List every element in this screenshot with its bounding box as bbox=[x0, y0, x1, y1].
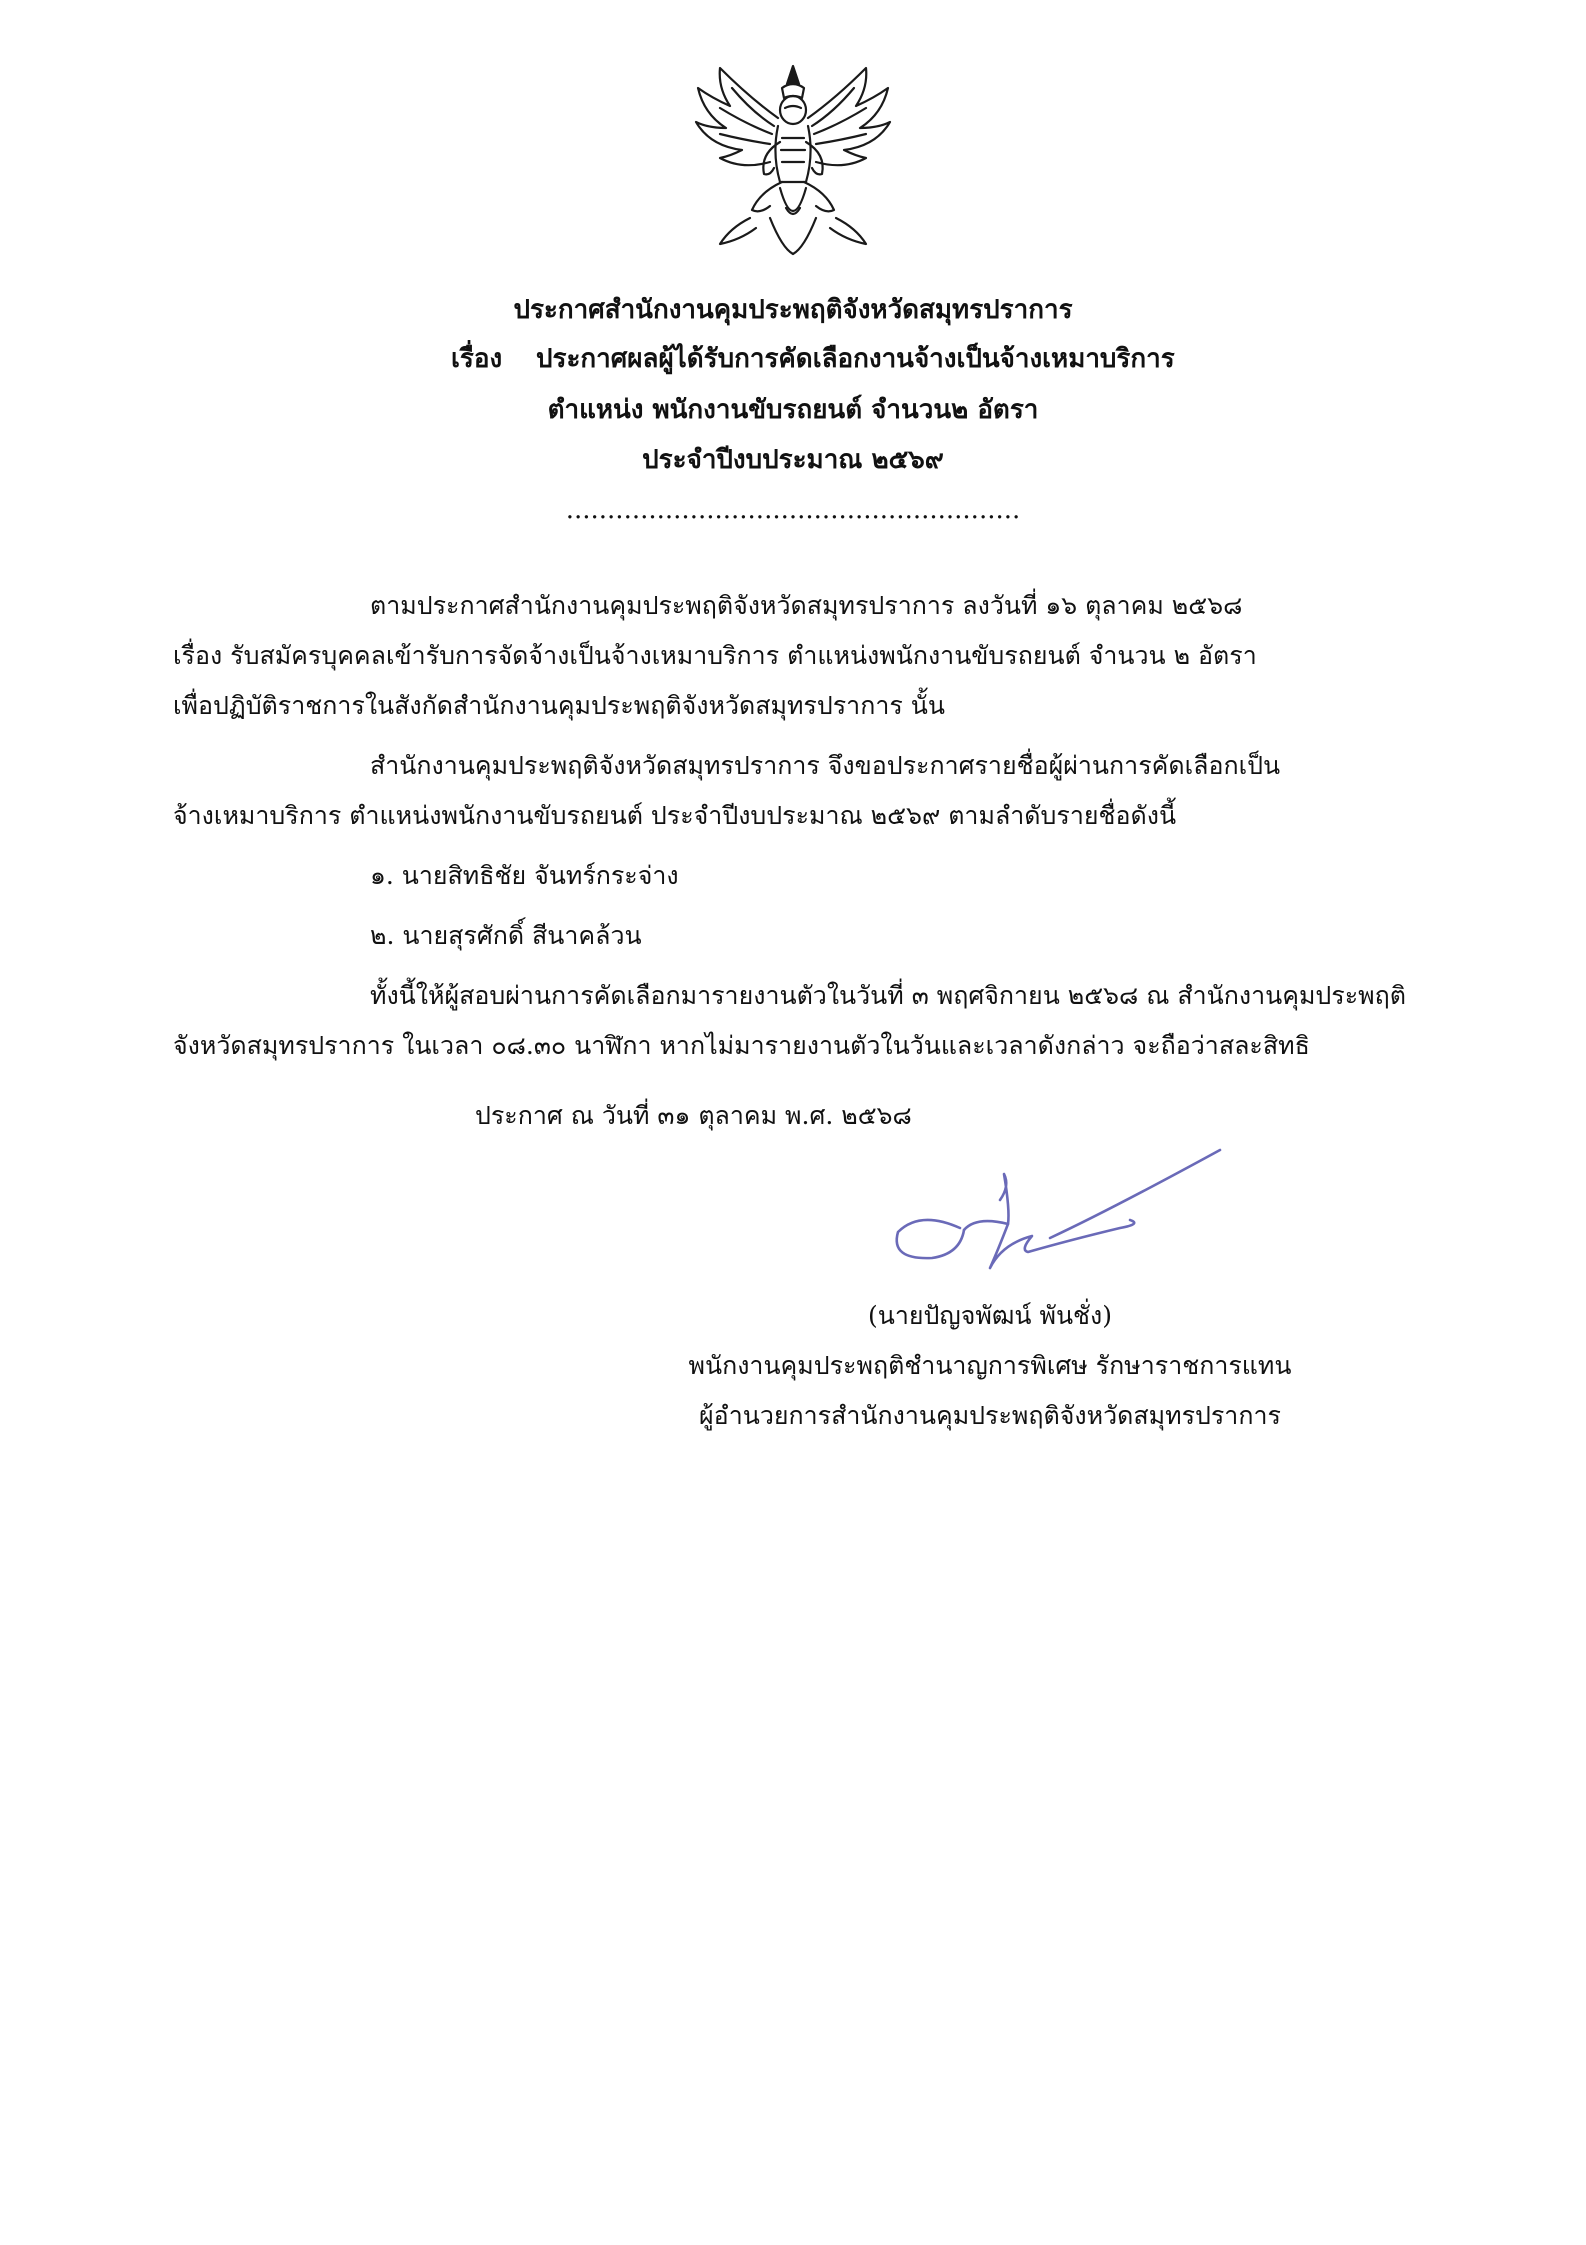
para1-line2: เรื่อง รับสมัครบุคคลเข้ารับการจัดจ้างเป็นจ้างเหมาบริการ ตำแหน่งพนักงานขับรถยนต์ จำนวน ๒ อัตรา bbox=[173, 641, 1257, 670]
para1-line1: ตามประกาศสำนักงานคุมประพฤติจังหวัดสมุทรปราการ ลงวันที่ ๑๖ ตุลาคม ๒๕๖๘ bbox=[370, 591, 1243, 620]
signature-icon bbox=[880, 1140, 1240, 1290]
subject-text: ประกาศผลผู้ได้รับการคัดเลือกงานจ้างเป็นจ้างเหมาบริการ bbox=[536, 344, 1175, 374]
signer-title-line1: พนักงานคุมประพฤติชำนาญการพิเศษ รักษาราชการแทน bbox=[688, 1351, 1292, 1380]
signer-title-line2: ผู้อำนวยการสำนักงานคุมประพฤติจังหวัดสมุทรปราการ bbox=[699, 1401, 1281, 1430]
para3-line2: จังหวัดสมุทรปราการ ในเวลา ๐๘.๓๐ นาฬิกา หากไม่มารายงานตัวในวันและเวลาดังกล่าว จะถือว่าสละสิทธิ bbox=[173, 1031, 1310, 1060]
name-list-item: ๒. นายสุรศักดิ์ สีนาคล้วน bbox=[370, 921, 642, 950]
announce-date: ประกาศ ณ วันที่ ๓๑ ตุลาคม พ.ศ. ๒๕๖๘ bbox=[475, 1101, 912, 1130]
announcement-title: ประกาศสำนักงานคุมประพฤติจังหวัดสมุทรปราการ bbox=[513, 295, 1073, 325]
garuda-emblem-icon bbox=[690, 58, 896, 258]
para2-line1: สำนักงานคุมประพฤติจังหวัดสมุทรปราการ จึงขอประกาศรายชื่อผู้ผ่านการคัดเลือกเป็น bbox=[370, 751, 1281, 780]
name-list-item: ๑. นายสิทธิชัย จันทร์กระจ่าง bbox=[370, 861, 679, 890]
para1-line3: เพื่อปฏิบัติราชการในสังกัดสำนักงานคุมประพฤติจังหวัดสมุทรปราการ นั้น bbox=[173, 691, 945, 720]
position-line: ตำแหน่ง พนักงานขับรถยนต์ จำนวน๒ อัตรา bbox=[547, 395, 1039, 425]
para2-line2: จ้างเหมาบริการ ตำแหน่งพนักงานขับรถยนต์ ประจำปีงบประมาณ ๒๕๖๙ ตามลำดับรายชื่อดังนี้ bbox=[173, 801, 1177, 830]
para3-line1: ทั้งนี้ให้ผู้สอบผ่านการคัดเลือกมารายงานตัวในวันที่ ๓ พฤศจิกายน ๒๕๖๘ ณ สำนักงานคุมประพฤติ bbox=[370, 981, 1407, 1010]
signer-name: (นายปัญจพัฒน์ พันชั่ง) bbox=[868, 1301, 1112, 1330]
separator-dots: ....................................................... bbox=[565, 495, 1021, 525]
subject-label: เรื่อง bbox=[451, 344, 503, 374]
fiscal-year-line: ประจำปีงบประมาณ ๒๕๖๙ bbox=[642, 445, 944, 475]
